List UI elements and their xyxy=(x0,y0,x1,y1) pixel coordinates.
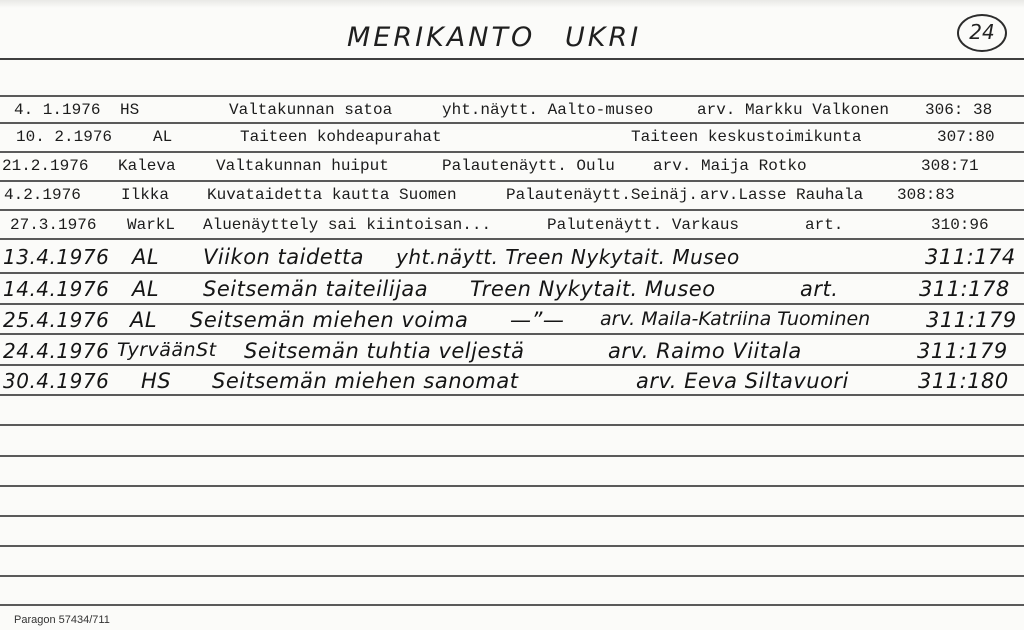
entry-exhibition: Palutenäytt. Varkaus xyxy=(547,216,740,234)
ruled-line xyxy=(0,604,1024,606)
card-number: 24 xyxy=(957,14,1007,52)
entry-date: 24.4.1976 xyxy=(3,339,110,363)
entry-critic: Taiteen keskustoimikunta xyxy=(631,128,862,146)
entry-date: 4. 1.1976 xyxy=(14,101,101,119)
ruled-line xyxy=(0,545,1024,547)
entry-headline: Taiteen kohdeapurahat xyxy=(240,128,442,146)
entry-exhibition: —”— xyxy=(510,308,565,332)
entry-critic: arv. Eeva Siltavuori xyxy=(636,369,849,393)
entry-date: 25.4.1976 xyxy=(3,308,110,332)
ruled-line xyxy=(0,394,1024,396)
entry-critic: art. xyxy=(805,216,844,234)
entry-critic: arv. Maila-Katriina Tuominen xyxy=(600,308,871,330)
artist-first-name: UKRI xyxy=(565,22,642,53)
ruled-line xyxy=(0,272,1024,274)
entry-newspaper: HS xyxy=(141,369,172,393)
entry-newspaper: AL xyxy=(132,277,160,301)
entry-headline: Seitsemän miehen voima xyxy=(190,308,469,332)
entry-exhibition: Treen Nykytait. Museo xyxy=(470,277,716,301)
ruled-line xyxy=(0,515,1024,517)
entry-reference: 311:178 xyxy=(919,277,1010,301)
header-rule xyxy=(0,58,1024,60)
entry-newspaper: AL xyxy=(132,245,160,269)
ruled-line xyxy=(0,151,1024,153)
entry-newspaper: AL xyxy=(153,128,173,146)
entry-critic: arv. Maija Rotko xyxy=(653,157,807,175)
entry-reference: 308:71 xyxy=(921,157,979,175)
entry-newspaper: AL xyxy=(130,308,158,332)
ruled-line xyxy=(0,455,1024,457)
card-top-edge xyxy=(0,0,1024,8)
entry-headline: Viikon taidetta xyxy=(203,245,365,269)
entry-date: 21.2.1976 xyxy=(2,157,89,175)
entry-exhibition: yht.näytt. Treen Nykytait. Museo xyxy=(396,245,740,269)
ruled-line xyxy=(0,238,1024,240)
entry-exhibition: Palautenäytt.Seinäj. xyxy=(506,186,699,204)
entry-newspaper: HS xyxy=(120,101,140,119)
ruled-line xyxy=(0,575,1024,577)
ruled-line xyxy=(0,122,1024,124)
entry-date: 14.4.1976 xyxy=(3,277,110,301)
entry-headline: Seitsemän taiteilijaa xyxy=(203,277,429,301)
entry-date: 4.2.1976 xyxy=(4,186,81,204)
entry-date: 30.4.1976 xyxy=(3,369,110,393)
ruled-line xyxy=(0,424,1024,426)
ruled-line xyxy=(0,364,1024,366)
entry-reference: 310:96 xyxy=(931,216,989,234)
entry-headline: Kuvataidetta kautta Suomen xyxy=(207,186,457,204)
entry-headline: Valtakunnan satoa xyxy=(229,101,393,119)
ruled-line xyxy=(0,333,1024,335)
entry-exhibition: yht.näytt. Aalto-museo xyxy=(442,101,654,119)
entry-newspaper: WarkL xyxy=(127,216,176,234)
entry-date: 13.4.1976 xyxy=(3,245,110,269)
ruled-line xyxy=(0,485,1024,487)
entry-reference: 311:179 xyxy=(917,339,1008,363)
entry-reference: 311:180 xyxy=(918,369,1009,393)
entry-headline: Aluenäyttely sai kiintoisan... xyxy=(203,216,492,234)
ruled-line xyxy=(0,95,1024,97)
ruled-line xyxy=(0,303,1024,305)
entry-newspaper: Ilkka xyxy=(121,186,170,204)
entry-newspaper: Kaleva xyxy=(118,157,176,175)
entry-newspaper: TyrväänSt xyxy=(117,339,217,361)
entry-date: 27.3.1976 xyxy=(10,216,97,234)
entry-critic: arv. Markku Valkonen xyxy=(697,101,890,119)
entry-headline: Seitsemän miehen sanomat xyxy=(212,369,519,393)
ruled-line xyxy=(0,180,1024,182)
entry-reference: 307:80 xyxy=(937,128,995,146)
entry-reference: 311:174 xyxy=(925,245,1016,269)
ruled-line xyxy=(0,209,1024,211)
entry-critic: arv. Raimo Viitala xyxy=(608,339,802,363)
entry-reference: 308:83 xyxy=(897,186,955,204)
entry-critic: arv.Lasse Rauhala xyxy=(700,186,864,204)
entry-critic: art. xyxy=(800,277,839,301)
entry-date: 10. 2.1976 xyxy=(16,128,113,146)
artist-last-name: MERIKANTO xyxy=(347,22,536,53)
entry-reference: 306: 38 xyxy=(925,101,993,119)
card-form-code: Paragon 57434/711 xyxy=(14,614,110,626)
entry-exhibition: Palautenäytt. Oulu xyxy=(442,157,615,175)
entry-headline: Valtakunnan huiput xyxy=(216,157,389,175)
entry-reference: 311:179 xyxy=(926,308,1017,332)
entry-headline: Seitsemän tuhtia veljestä xyxy=(244,339,525,363)
